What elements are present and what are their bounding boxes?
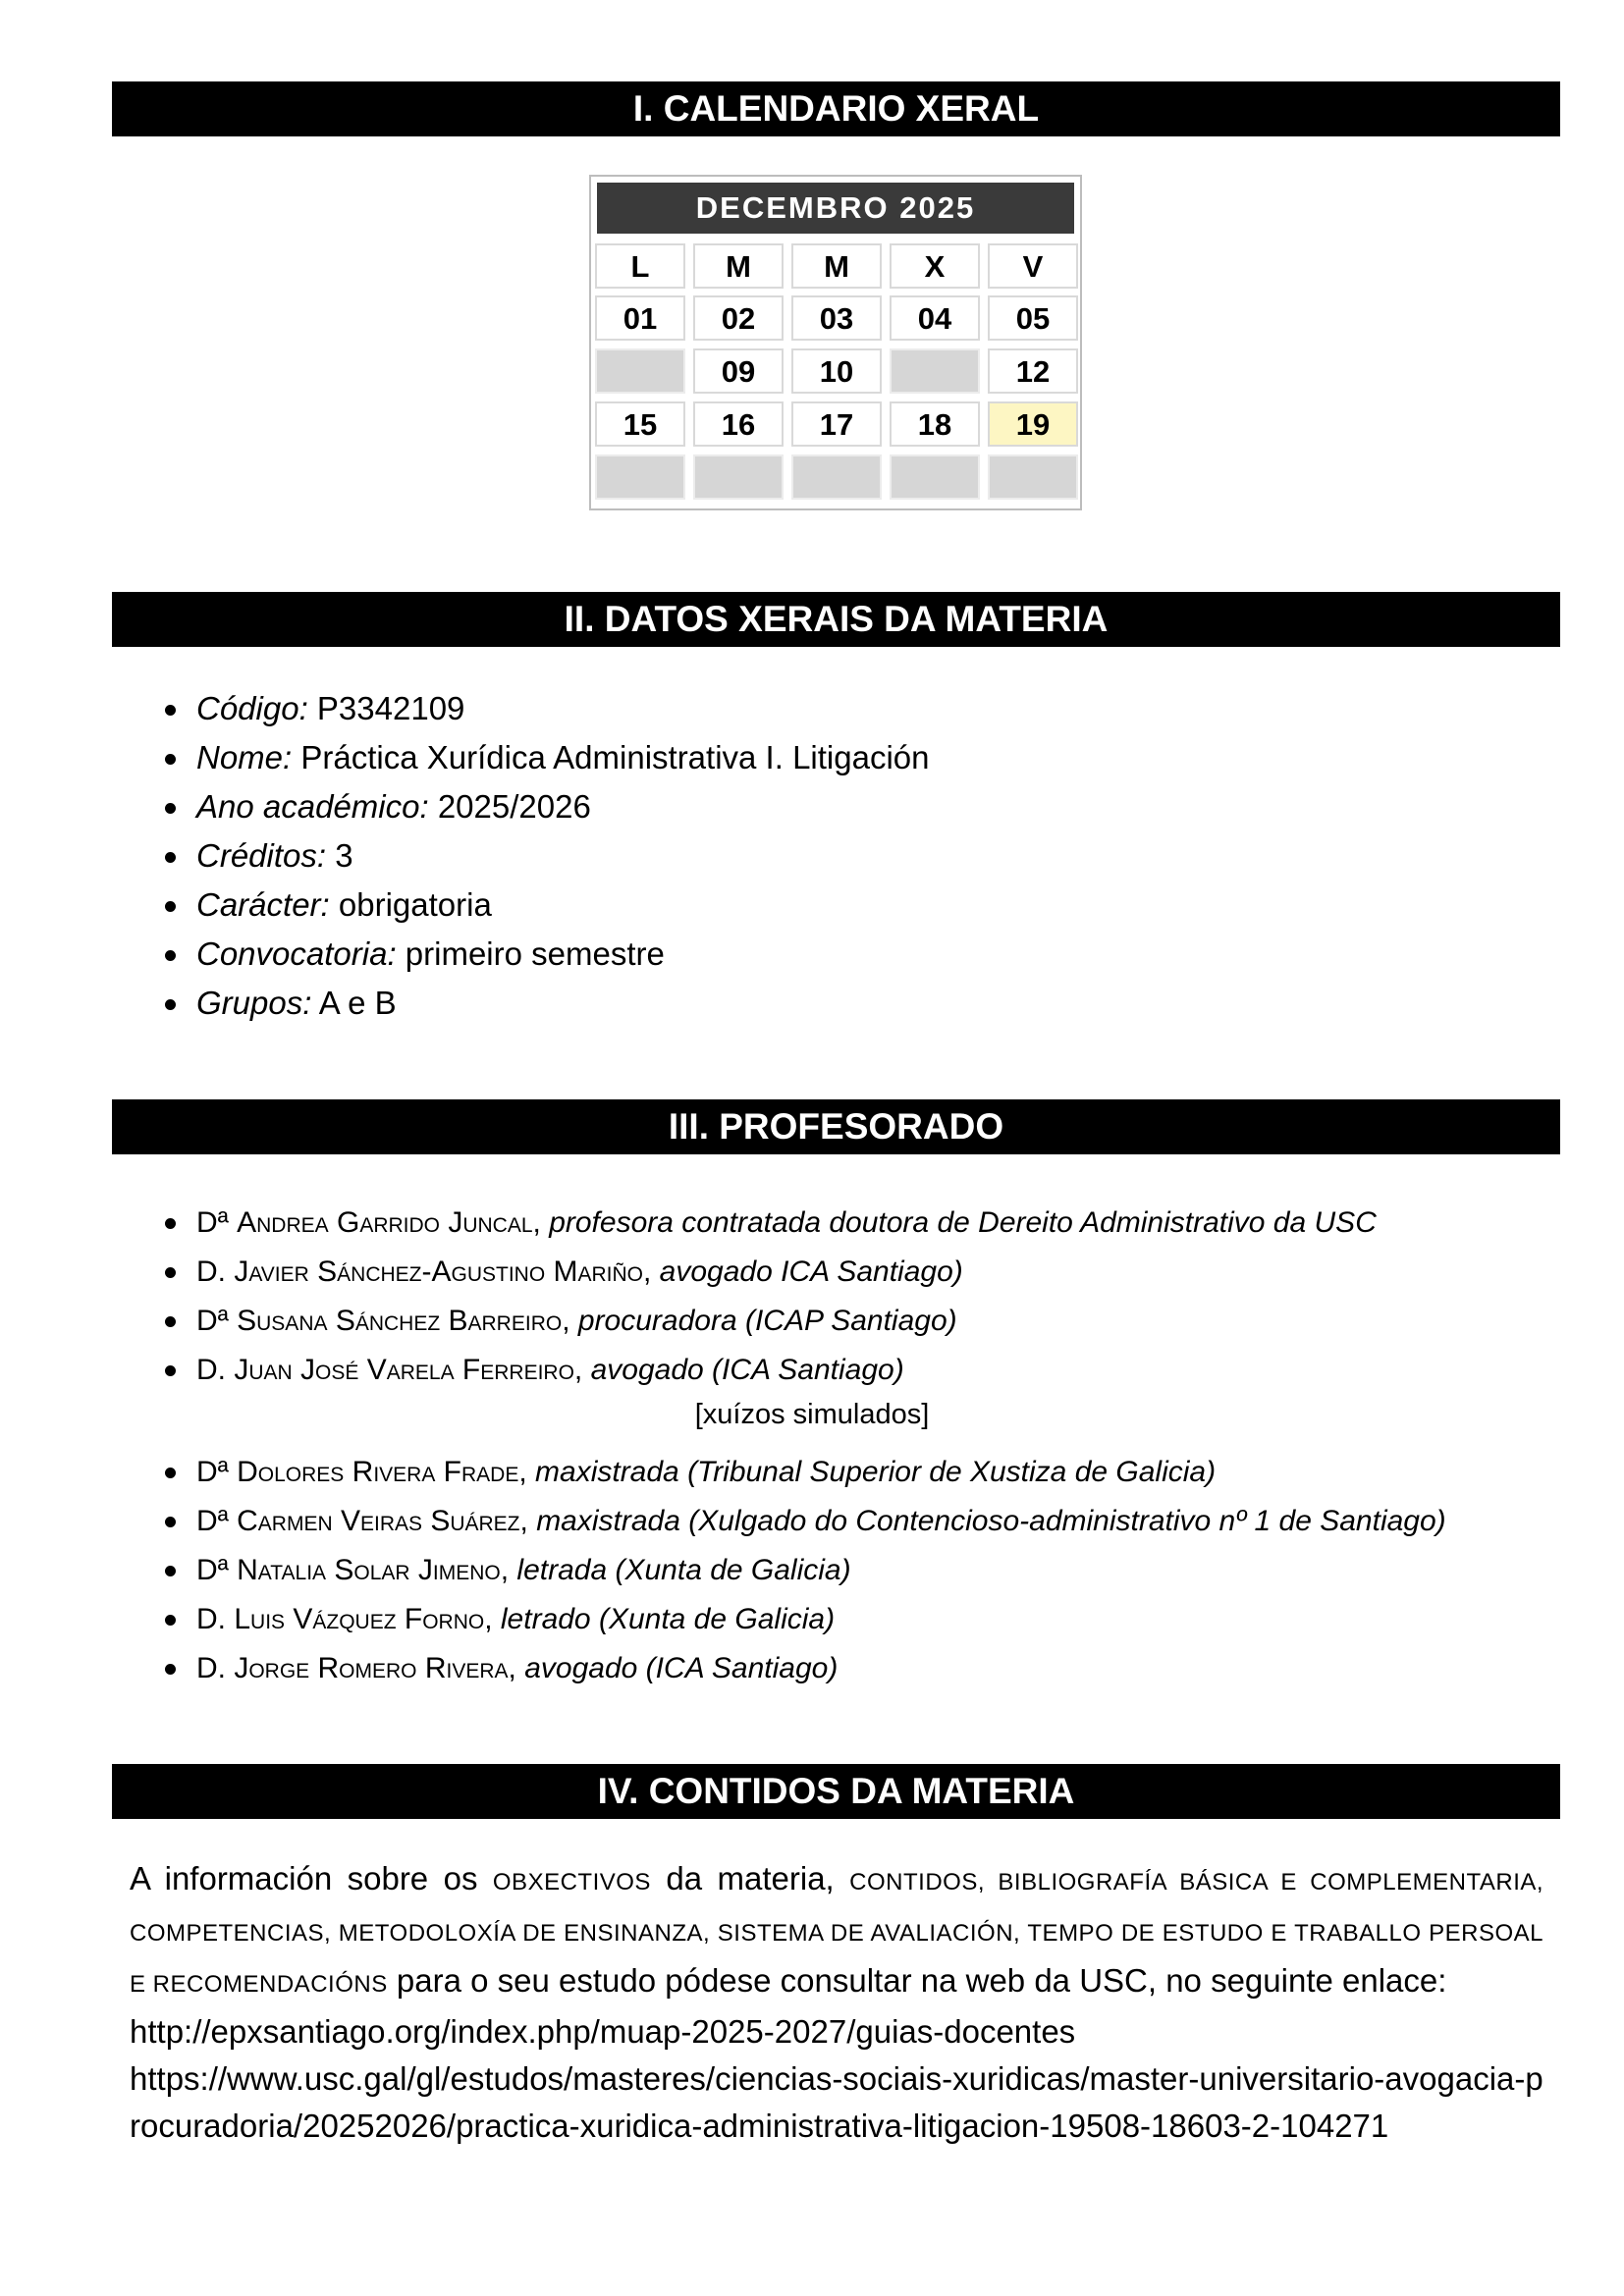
faculty-member: Dª Andrea Garrido Juncal, profesora contratada doutora de Dereito Administrativo da USC <box>159 1199 1377 1248</box>
faculty-title: Dª <box>196 1206 229 1239</box>
field-label: Código: <box>196 690 308 726</box>
general-data-item <box>159 782 930 831</box>
section-heading-general: II. DATOS XERAIS DA MATERIA <box>112 592 1560 647</box>
faculty-member: Dª Carmen Veiras Suárez, maxistrada (Xulgado do Contencioso-administrativo nº 1 de Santiago) <box>159 1497 1446 1546</box>
faculty-name: Andrea Garrido Juncal <box>237 1206 533 1239</box>
calendar-empty-day <box>988 454 1078 500</box>
calendar <box>589 175 1082 510</box>
weekday-header: X <box>890 243 980 289</box>
contents-terms-list: CONTIDOS, BIBLIOGRAFÍA BÁSICA E COMPLEMENTARIA, COMPETENCIAS, METODOLOXÍA DE ENSINANZA, SISTEMA DE AVALIACIÓN, TEMPO DE ESTUDO E TRABALLO PERSOAL E RECOMENDACIÓNS <box>130 1869 1544 1998</box>
link-usc-course[interactable]: https://www.usc.gal/gl/estudos/masteres/ciencias-sociais-xuridicas/master-universitario-avogacia-procuradoria/20252026/practica-xuridica-administrativa-litigacion-19508-18603-2-104271 <box>130 2060 1543 2144</box>
calendar-day: 09 <box>693 348 784 394</box>
calendar-day: 17 <box>791 401 882 447</box>
calendar-day: 03 <box>791 295 882 341</box>
field-label: Nome: <box>196 739 293 775</box>
faculty-role: letrada (Xunta de Galicia) <box>516 1554 851 1586</box>
contents-intro: A información sobre os <box>130 1860 478 1896</box>
faculty-name: Javier Sánchez-Agustino Mariño <box>234 1255 643 1288</box>
field-label: Créditos: <box>196 837 327 874</box>
section-heading-calendar: I. CALENDARIO XERAL <box>112 81 1560 136</box>
faculty-role: avogado ICA Santiago) <box>659 1255 963 1288</box>
faculty-title: D. <box>196 1652 226 1684</box>
calendar-day: 16 <box>693 401 784 447</box>
field-value: 3 <box>335 837 353 874</box>
faculty-member: Dª Susana Sánchez Barreiro, procuradora (ICAP Santiago) <box>159 1297 1377 1346</box>
calendar-empty-day <box>890 348 980 394</box>
calendar-day: 01 <box>595 295 685 341</box>
faculty-title: Dª <box>196 1456 229 1488</box>
general-data-item <box>159 831 930 881</box>
faculty-member: Dª Dolores Rivera Frade, maxistrada (Tribunal Superior de Xustiza de Galicia) <box>159 1448 1446 1497</box>
faculty-member: D. Juan José Varela Ferreiro, avogado (ICA Santiago) <box>159 1346 1377 1395</box>
faculty-member: D. Luis Vázquez Forno, letrado (Xunta de Galicia) <box>159 1595 1446 1644</box>
faculty-title: Dª <box>196 1505 229 1537</box>
calendar-day: 12 <box>988 348 1078 394</box>
faculty-note: [xuízos simulados] <box>694 1399 930 1430</box>
faculty-list <box>159 1199 1377 1395</box>
faculty-member: Dª Natalia Solar Jimeno, letrada (Xunta de Galicia) <box>159 1546 1446 1595</box>
faculty-role: procuradora (ICAP Santiago) <box>577 1305 957 1337</box>
faculty-title: D. <box>196 1354 226 1386</box>
faculty-name: Susana Sánchez Barreiro <box>237 1305 563 1337</box>
calendar-day: 19 <box>988 401 1078 447</box>
faculty-name: Luis Vázquez Forno <box>234 1603 485 1635</box>
contents-text <box>130 1855 1543 2150</box>
faculty-name: Carmen Veiras Suárez <box>237 1505 520 1537</box>
calendar-empty-day <box>595 348 685 394</box>
contents-text-2: da materia, <box>666 1860 835 1896</box>
section-heading-contents: IV. CONTIDOS DA MATERIA <box>112 1764 1560 1819</box>
field-value: obrigatoria <box>338 886 492 923</box>
weekday-header: V <box>988 243 1078 289</box>
faculty-member: D. Jorge Romero Rivera, avogado (ICA Santiago) <box>159 1644 1446 1693</box>
faculty-name: Natalia Solar Jimeno <box>237 1554 501 1586</box>
faculty-trials-list <box>159 1448 1446 1693</box>
faculty-name: Juan José Varela Ferreiro <box>234 1354 574 1386</box>
field-value: A e B <box>318 985 397 1021</box>
faculty-name: Dolores Rivera Frade <box>237 1456 519 1488</box>
field-value: Práctica Xurídica Administrativa I. Litigación <box>300 739 930 775</box>
general-data-item <box>159 930 930 979</box>
faculty-member: D. Javier Sánchez-Agustino Mariño, avogado ICA Santiago) <box>159 1248 1377 1297</box>
general-data-item <box>159 733 930 782</box>
faculty-title: Dª <box>196 1554 229 1586</box>
field-label: Carácter: <box>196 886 330 923</box>
field-label: Convocatoria: <box>196 935 397 972</box>
section-heading-faculty: III. PROFESORADO <box>112 1099 1560 1154</box>
calendar-day: 10 <box>791 348 882 394</box>
calendar-empty-day <box>595 454 685 500</box>
calendar-day: 02 <box>693 295 784 341</box>
contents-term-objectives: OBXECTIVOS <box>492 1869 651 1896</box>
weekday-header: M <box>693 243 784 289</box>
faculty-title: D. <box>196 1603 226 1635</box>
general-data-item <box>159 684 930 733</box>
faculty-title: Dª <box>196 1305 229 1337</box>
field-label: Ano académico: <box>196 788 429 825</box>
field-value: primeiro semestre <box>405 935 665 972</box>
calendar-empty-day <box>693 454 784 500</box>
weekday-header: L <box>595 243 685 289</box>
faculty-role: avogado (ICA Santiago) <box>590 1354 904 1386</box>
calendar-day: 05 <box>988 295 1078 341</box>
faculty-role: maxistrada (Tribunal Superior de Xustiza de Galicia) <box>535 1456 1217 1488</box>
faculty-role: maxistrada (Xulgado do Contencioso-administrativo nº 1 de Santiago) <box>536 1505 1446 1537</box>
general-data-item <box>159 979 930 1028</box>
faculty-role: avogado (ICA Santiago) <box>524 1652 839 1684</box>
faculty-role: letrado (Xunta de Galicia) <box>500 1603 836 1635</box>
general-data-item <box>159 881 930 930</box>
general-data-list <box>159 684 930 1028</box>
calendar-month-title: DECEMBRO 2025 <box>597 183 1074 234</box>
field-label: Grupos: <box>196 985 312 1021</box>
weekday-header: M <box>791 243 882 289</box>
faculty-name: Jorge Romero Rivera <box>234 1652 509 1684</box>
contents-text-4: para o seu estudo pódese consultar na web da USC, no seguinte enlace: <box>396 1962 1447 1999</box>
calendar-empty-day <box>791 454 882 500</box>
field-value: 2025/2026 <box>437 788 591 825</box>
calendar-day: 18 <box>890 401 980 447</box>
contents-paragraph <box>130 1855 1543 2008</box>
faculty-title: D. <box>196 1255 226 1288</box>
calendar-day: 04 <box>890 295 980 341</box>
calendar-empty-day <box>890 454 980 500</box>
field-value: P3342109 <box>316 690 465 726</box>
calendar-day: 15 <box>595 401 685 447</box>
link-guias-docentes[interactable]: http://epxsantiago.org/index.php/muap-2025-2027/guias-docentes <box>130 2013 1076 2050</box>
faculty-role: profesora contratada doutora de Dereito Administrativo da USC <box>549 1206 1377 1239</box>
